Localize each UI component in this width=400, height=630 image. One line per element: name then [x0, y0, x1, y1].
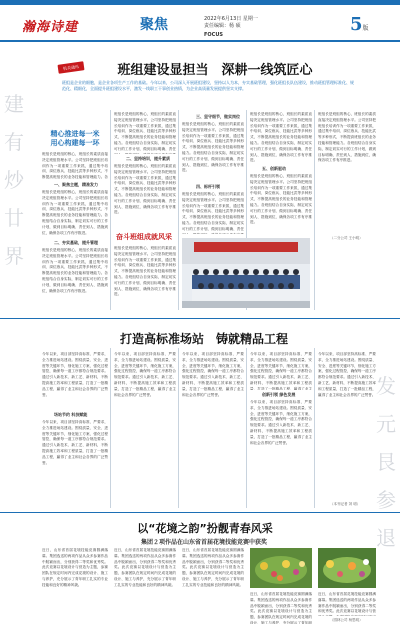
side-char: 艮	[376, 450, 396, 474]
issue-date: 2022年6月13日 星期一	[204, 16, 258, 22]
red-subheading: 奋斗班组成就风采	[116, 233, 172, 241]
subheading: 二、坚持培训，提升素质	[126, 156, 170, 161]
garden-photo	[250, 548, 312, 588]
body-text: 班组长是班组的核心，班组长的素质直接决定班组管理水平。公司坚持把班组长培训作为一项重要工作来抓，通过集中培训、岗位练兵、技能比武等多种形式，不断提高班组长的业务技能和管理能力。各班组结合自身实际，制定切实可行的工作计划，做到目标明确、责任	[114, 112, 176, 151]
lead-paragraph: 班组是企业的细胞，是企业各项生产工作的基础。今年以来，公司深入开展班组建设，坚持以人为本，夯实基础管理，强化班组长队伍建设，推动班组管理标准化、规范化、精细化，全面提升班组建设水平，激发一线职工干事创业热情，为企业高质量发展提供坚实支撑。	[62, 80, 354, 91]
garden-photo	[318, 548, 376, 588]
side-watermark-right	[376, 370, 396, 560]
page-suffix: 版	[362, 25, 369, 32]
side-char: 参	[376, 488, 396, 512]
page-number	[350, 14, 369, 35]
body-text: 近日，山东省首届花境技能竞赛圆满落幕。集团选送的两项作品从众多参赛作品中脱颖而出，分别获得二等奖和优秀奖。此次竞赛以花境设计与营造为主题，参赛团队在规定时间内完成花境的设计、施工与养护，充分展示了青年职工扎实的专业技能和良好的精神风貌。	[42, 548, 108, 587]
subheading: 一、聚焦主题，精准发力	[54, 182, 98, 187]
subheadline-3: 集团２项作品在山东省首届花境技能竞赛中获奖	[140, 539, 267, 546]
body-text: 近日，山东省首届花境技能竞赛圆满落幕。集团选送的两项作品从众多参赛作品中脱颖而出，分别获得二等奖和优秀奖。此次竞赛以花境设计与营造为主题，参赛团队在规定时间内完成花境的设计、施工与养护，充分展示了青年职工扎实的专业技能和良好的精神风貌。	[182, 548, 244, 587]
side-char: 界	[4, 244, 24, 268]
body-text: 班组长是班组的核心，班组长的素质直接决定班组管理水平。公司坚持把班组长培训作为一项重要工作来抓，通过集中培训、岗位练兵、技能比武等多种形式，不断提高班组长的业务技能和管理能力。各班组结合自身实际，制定切实可行的工作计划，做到目标明确、责任到人、措施到位，确保各项工作有序推进。	[182, 122, 244, 173]
col-divider	[178, 110, 179, 310]
col-divider	[314, 110, 315, 310]
section-rule	[0, 512, 400, 513]
body-text: 班组长是班组的核心，班组长的素质直接决定班组管理水平。公司坚持把班组长培训作为一项重要工作来抓，通过集中培训、岗位练兵、技能比武等多种形式，不断提高班组长的业务技能和管理能力。各班组结合自身实际，制定切实可行的工作计划，做到目标明确、责任到人、措施到位，确保各项工作有序推进。	[250, 112, 312, 163]
side-char: 退	[376, 526, 396, 550]
body-text: 班组长是班组的核心，班组长的素质直接决定班组管理水平。公司坚持把班组长培训作为一项重要工作来抓，通过集中培训、岗位练兵、技能比武等多种形式，不断提高班组长的业务技能和管理能力。各班组结合自身实际，制定切实可行的工作计划，做到目标明确、责任到人、措施到位，确保各项工作有序推进。	[318, 112, 376, 163]
body-text: 今年以来，项目部坚持高标准、严要求，全力推进场站建设。围绕质量、安全、进度等关键环节，细化施工方案，强化过程管控，确保每一道工序都符合规范要求。通过引入新技术、新工艺、新材料，不断提高施工效率和工程质量，打造了一批精品工程，赢得了业主和社会各界的广泛赞誉。	[42, 352, 108, 397]
subheading: 创新引领 绿色发展	[262, 392, 296, 397]
side-watermark-left	[4, 88, 24, 278]
subheading: 二、夯实基础，提升管理	[54, 240, 98, 245]
page-number-value: 5	[350, 14, 363, 35]
body-text: 近日，山东省首届花境技能竞赛圆满落幕。集团选送的两项作品从众多参赛作品中脱颖而出，分别获得二等奖和优秀奖。此次竞赛以花境设计与营	[318, 592, 376, 614]
body-text: 班组长是班组的核心，班组长的素质直接决定班组管理水平。公司坚持把班组长培训作为一项重要工作来抓，通过集中培训、岗位练兵、技能比武等多种形式，不断提高班组长的业务技能和管理能力。各班组结合自身实际，制定切实可行的工作计划，做到目标明确、责任到人、措施到位，确保各项工作有序推进。	[42, 190, 108, 235]
side-char: 有	[4, 130, 24, 154]
col-divider	[314, 348, 315, 508]
group-photo	[182, 238, 310, 308]
author-credit: （园林公司 杨思明）	[330, 618, 363, 622]
side-char: 发	[376, 374, 396, 398]
body-text: 班组长是班组的核心，班组长的素质直接决定班组管理水平。公司坚持把班组长培训作为一项重要工作来抓，通过集中培训、岗位练兵、技能比武等多种形式，不断提高班组长的业务技能和管理能力。各班组结合自身实际，制定切实可行的工作计划，做到目标明确、责任到人、措施到位，确保各项工作有序推进。	[114, 164, 176, 215]
body-text: 近日，山东省首届花境技能竞赛圆满落幕。集团选送的两项作品从众多参赛作品中脱颖而出，分别获得二等奖和优秀奖。此次竞赛以花境设计与营造为主题，参赛团队在规定时间内完成花境的设计、施工与养护，充分展示了青年职工扎实的专业技能和良好的精神风貌。	[114, 548, 176, 587]
column-logo: 机关通讯	[58, 61, 85, 74]
side-char: 建	[4, 92, 24, 116]
column-headline: 精心推进每一米 用心构建每一环	[50, 130, 100, 147]
body-text: 班组长是班组的核心，班组长的素质直接决定班组管理水平。公司坚持把班组长培训作为一项重要工作来抓，通过集中培训、岗位练兵、技能比武等多种形式，不断提高班组长的业务技能和管理能力。各班组结合自身实际，制定切实可行的工作计划，做到目标明确、责任到人、措施到位，确保各项工作有序推进。	[250, 174, 312, 225]
masthead	[0, 12, 400, 38]
section-rule	[0, 318, 400, 319]
col-divider	[178, 348, 179, 508]
body-text: 今年以来，项目部坚持高标准、严要求，全力推进场站建设。围绕质量、安全、进度等关键环节，细化施工方案，强化过程管控，确保每一道工序都符合规范要求。通过引入新技术、新工艺、新材料，不断提高施工效率和工程质量，打造了一批精品工程，赢得了业主和社会各界的广泛赞誉。	[250, 400, 312, 445]
author-credit: （二分公司 王小明）	[330, 236, 363, 240]
top-color-bar	[0, 0, 400, 5]
subheading: 四、标杆引领	[196, 184, 220, 189]
side-char: 元	[376, 412, 396, 436]
section-en: FOCUS	[204, 32, 223, 38]
body-text: 班组长是班组的核心，班组长的素质直接决定班组管理水平。公司坚持把班组长培训作为一项重要工作来抓，通过集中培训、岗位练兵、技能比武等多种形式，不断提高班组长的业务技能和管理能力。各	[42, 152, 108, 180]
body-text: 班组长是班组的核心，班组长的素质直接决定班组管理水平。公司坚持把班组长培训作为一项重要工作来抓，通过集中培训、岗位练兵、技能比武等多种形式，不断提高班组长的业务技能和管理能力。各班组结合自身实际，制定切实可行的工作计划，做到目标明确、责任到人、措施到位，确保各项工作有序推进。	[42, 248, 108, 293]
body-text: 近日，山东省首届花境技能竞赛圆满落幕。集团选送的两项作品从众多参赛作品中脱颖而出，分别获得二等奖和优秀奖。此次竞赛以花境设计与营造为主题，参赛团队在规定时间内完成花境的设计、施工与养护，充分展示了青年职	[250, 592, 312, 624]
subheading: 场站节约 科技赋能	[54, 412, 88, 417]
body-text: 今年以来，项目部坚持高标准、严要求，全力推进场站建设。围绕质量、安全、进度等关键环节，细化施工方案，强化过程管控，确保每一道工序都符合规范要求。通过引入新技术、新工艺、新材料，不断提高施工效率和工程质量，打造了一批精品工程，赢得了业主和社会各界的广泛赞誉。	[42, 420, 108, 465]
body-text: 今年以来，项目部坚持高标准、严要求，全力推进场站建设。围绕质量、安全、进度等关键环节，细化施工方案，强化过程管控，确保每一道工序都符合规范要求。通过引入新技术、新工艺、新材料，不断提高施工效率和工程质量，打造了一批精品工程，赢得了业主和社会各界的广泛赞誉。	[114, 352, 176, 397]
masthead-rule	[0, 40, 400, 42]
headline-3: 以“花境之韵”扮靓青春风采	[137, 522, 273, 535]
body-text: 今年以来，项目部坚持高标准、严要求，全力推进场站建设。围绕质量、安全、进度等关键环节，细化施工方案，强化过程管控，确保每一道工序都符合规范要求。通过引入新技术、新工艺、新材料，不断提高施工效率和工程质量，打造了一批精品工程，赢得了业主和社会各界的广泛赞誉。	[318, 352, 376, 397]
author-credit: （本刊记者 刘 明）	[330, 502, 361, 506]
body-text: 班组长是班组的核心，班组长的素质直接决定班组管理水平。公司坚持把班组长培训作为一项重要工作来抓，通过集中培训、岗位练兵、技能比武等多种形式，不断提高班组长的业务技能和管理能力。各班组结合自身实际，制定切实可行的工作计划，做到目标明确、责任	[182, 192, 244, 231]
body-text: 今年以来，项目部坚持高标准、严要求，全力推进场站建设。围绕质量、安全、进度等关键环节，细化施工方案，强化过程管控，确保每一道工序都符合规范要求。通过引入新技术、新工艺、新材料，不断提高施工效率和工程质量，打造了一批精品工程，赢得了业主	[250, 352, 312, 390]
issue-meta	[204, 16, 258, 30]
headline-1: 班组建设显担当 深耕一线筑匠心	[117, 63, 313, 78]
side-char: 廿	[4, 206, 24, 230]
body-text: 今年以来，项目部坚持高标准、严要求，全力推进场站建设。围绕质量、安全、进度等关键环节，细化施工方案，强化过程管控，确保每一道工序都符合规范要求。通过引入新技术、新工艺、新材料，不断提高施工效率和工程质量，打造了一批精品工程，赢得了业主和社会各界的广泛赞誉。	[182, 352, 244, 397]
col-divider	[110, 348, 111, 508]
col-divider	[110, 110, 111, 310]
side-char: 炒	[4, 168, 24, 192]
subheading: 五、创新驱动	[262, 166, 286, 171]
col-divider	[246, 348, 247, 508]
subheading: 三、坚守细节，做实岗位	[196, 114, 240, 119]
body-text: 班组长是班组的核心，班组长的素质直接决定班组管理水平。公司坚持把班组长培训作为一项重要工作来抓，通过集中培训、岗位练兵、技能比武等多种形式，不断提高班组长的业务技能和管理能力。各班组结合自身实际，制定切实可行的工作计划，做到目标明确、责任到人、措施到位，确保各项工作有序推进。	[114, 246, 176, 297]
section-title: 聚焦	[140, 17, 168, 33]
brand-logo: 瀚海诗建	[22, 20, 79, 35]
editor-name: 责任编辑：杨 硕	[204, 23, 241, 29]
headline-2: 打造高标准场站 铸就精品工程	[119, 332, 288, 346]
